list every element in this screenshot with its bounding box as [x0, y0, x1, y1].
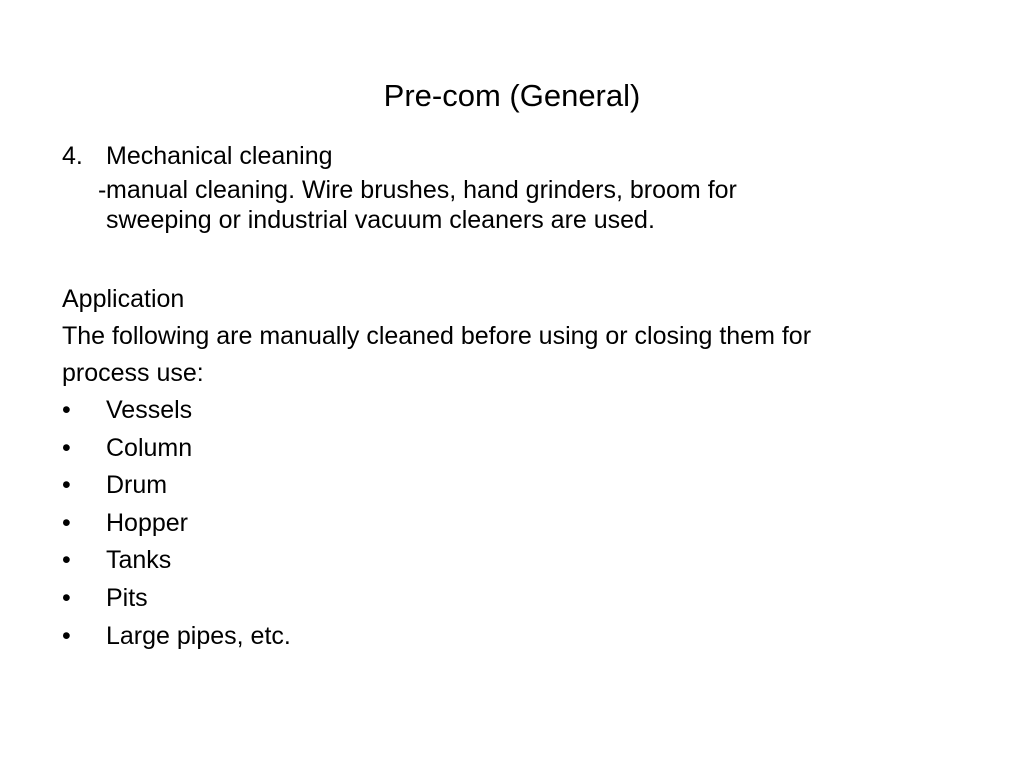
detail-line-1: -manual cleaning. Wire brushes, hand grinders, broom for [98, 176, 737, 204]
item-detail [98, 175, 962, 235]
bullet-icon: • [62, 433, 71, 462]
detail-line-2: sweeping or industrial vacuum cleaners are used. [106, 206, 655, 234]
item-heading: Mechanical cleaning [106, 142, 333, 170]
list-item-text: Hopper [106, 508, 188, 537]
list-item-text: Pits [106, 583, 148, 612]
bullet-icon: • [62, 583, 71, 612]
application-text-1: The following are manually cleaned before using or closing them for [62, 322, 812, 350]
list-item [62, 467, 962, 505]
list-item [62, 542, 962, 580]
list-item-text: Tanks [106, 546, 172, 575]
list-item [62, 505, 962, 543]
list-item-text: Drum [106, 471, 168, 500]
bullet-icon: • [62, 621, 71, 650]
application-text-2: process use: [62, 359, 204, 387]
list-item-text: Column [106, 433, 193, 462]
bullet-list [62, 392, 962, 655]
bullet-icon: • [62, 396, 71, 424]
item-number: 4. [62, 142, 83, 170]
numbered-item [62, 138, 962, 175]
slide-title: Pre-com (General) [383, 78, 641, 113]
bullet-icon: • [62, 546, 71, 575]
bullet-icon: • [62, 471, 71, 500]
list-item [62, 430, 962, 468]
list-item-text: Vessels [106, 396, 193, 424]
application-heading: Application [62, 285, 185, 313]
detail-text-1: manual cleaning. Wire brushes, hand grinders, broom for [106, 176, 737, 204]
list-item [62, 392, 962, 430]
list-item [62, 618, 962, 656]
list-item [62, 580, 962, 618]
list-item-text: Large pipes, etc. [106, 621, 291, 650]
slide-body [62, 138, 962, 655]
bullet-icon: • [62, 508, 71, 537]
